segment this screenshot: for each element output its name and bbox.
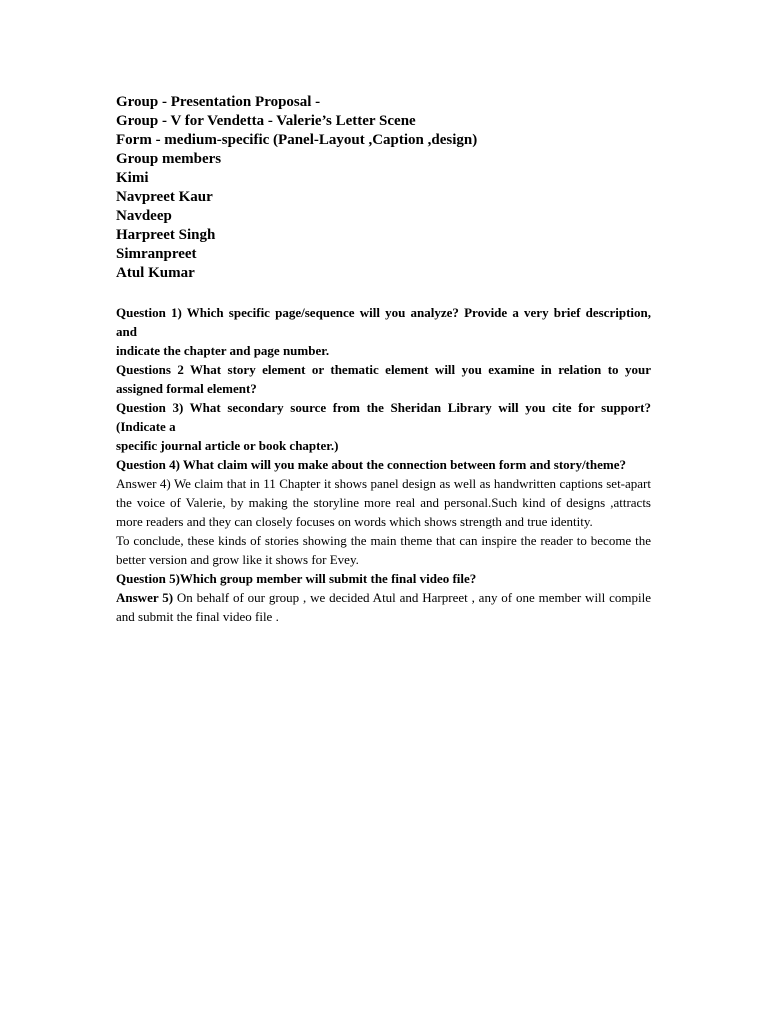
form-line: Form - medium-specific (Panel-Layout ,Caption ,design) [116, 132, 478, 148]
member-name: Atul Kumar [116, 265, 195, 281]
group-members-heading: Group members [116, 151, 222, 167]
member-name: Simranpreet [116, 246, 197, 262]
question-1-part-2: indicate the chapter and page number. [116, 343, 330, 358]
member-name: Harpreet Singh [116, 227, 216, 243]
header-block [116, 93, 651, 283]
member-name: Navpreet Kaur [116, 189, 213, 205]
question-2: Questions 2 What story element or thematic element will you examine in relation to your assigned formal element? [116, 362, 651, 396]
question-3-part-2: specific journal article or book chapter.) [116, 438, 339, 453]
qa-section [116, 303, 651, 626]
question-5: Question 5)Which group member will submit the final video file? [116, 571, 477, 586]
conclusion-paragraph: To conclude, these kinds of stories showing the main theme that can inspire the reader to become the better version and grow like it shows for Evey. [116, 533, 651, 567]
group-topic: Group - V for Vendetta - Valerie’s Letter Scene [116, 113, 416, 129]
answer-5 [116, 588, 651, 626]
question-4: Question 4) What claim will you make about the connection between form and story/theme? [116, 457, 626, 472]
answer-5-label: Answer 5) [116, 590, 174, 605]
member-name: Kimi [116, 170, 149, 186]
member-name: Navdeep [116, 208, 172, 224]
document-title: Group - Presentation Proposal - [116, 94, 321, 110]
document-page [116, 93, 651, 626]
answer-5-text: On behalf of our group , we decided Atul and Harpreet , any of one member will compile and submit the final video file . [116, 590, 651, 624]
question-3-part-1: Question 3) What secondary source from the Sheridan Library will you cite for support? (Indicate a [116, 400, 651, 434]
answer-4: Answer 4) We claim that in 11 Chapter it shows panel design as well as handwritten captions set-apart the voice of Valerie, by making the storyline more real and personal.Such kind of designs ,attracts more readers and they can closely focuses on words which shows strength and true identity. [116, 476, 651, 529]
question-1-part-1: Question 1) Which specific page/sequence will you analyze? Provide a very brief description, and [116, 305, 651, 339]
